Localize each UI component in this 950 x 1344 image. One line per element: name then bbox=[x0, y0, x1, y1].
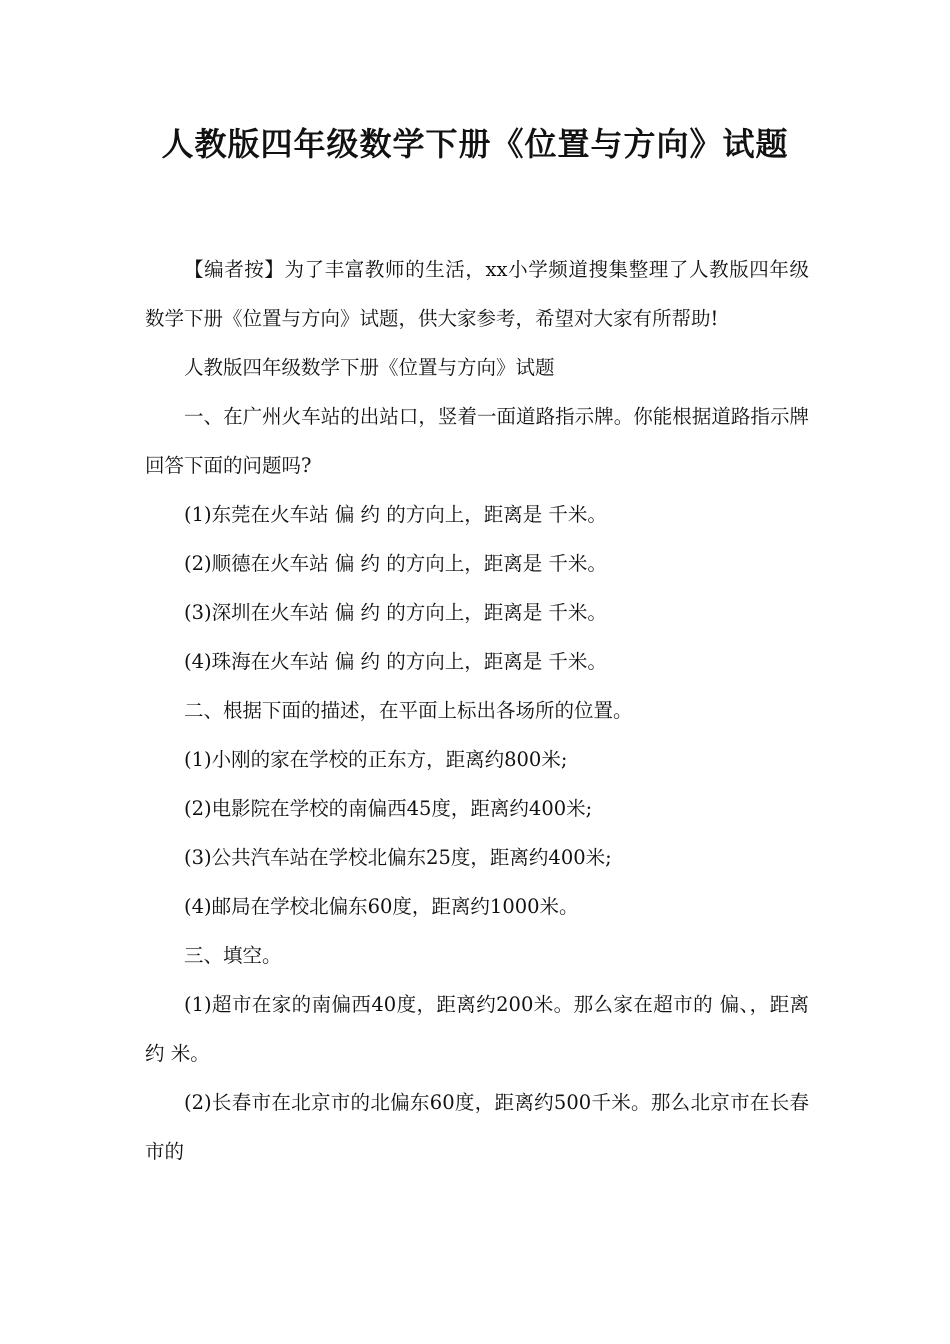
subtitle-paragraph: 人教版四年级数学下册《位置与方向》试题 bbox=[184, 356, 555, 379]
editor-note-paragraph: 【编者按】为了丰富教师的生活，xx小学频道搜集整理了人教版四年级数学下册《位置与方向》试题，供大家参考，希望对大家有所帮助! bbox=[145, 258, 809, 330]
section-3-heading: 三、填空。 bbox=[184, 944, 282, 967]
question-2-2: (2)电影院在学校的南偏西45度，距离约400米; bbox=[184, 797, 593, 820]
question-2-4: (4)邮局在学校北偏东60度，距离约1000米。 bbox=[184, 895, 579, 918]
document-body bbox=[145, 245, 809, 1176]
question-2-3: (3)公共汽车站在学校北偏东25度，距离约400米; bbox=[184, 846, 612, 869]
question-1-1: (1)东莞在火车站 偏 约 的方向上，距离是 千米。 bbox=[184, 503, 607, 526]
document-title: 人教版四年级数学下册《位置与方向》试题 bbox=[161, 125, 789, 163]
section-1-heading: 一、在广州火车站的出站口，竖着一面道路指示牌。你能根据道路指示牌回答下面的问题吗? bbox=[145, 405, 809, 477]
question-1-3: (3)深圳在火车站 偏 约 的方向上，距离是 千米。 bbox=[184, 601, 607, 624]
question-3-1: (1)超市在家的南偏西40度，距离约200米。那么家在超市的 偏、，距离约 米。 bbox=[145, 993, 809, 1065]
question-1-4: (4)珠海在火车站 偏 约 的方向上，距离是 千米。 bbox=[184, 650, 607, 673]
question-3-2: (2)长春市在北京市的北偏东60度，距离约500千米。那么北京市在长春市的 bbox=[145, 1091, 809, 1163]
section-2-heading: 二、根据下面的描述，在平面上标出各场所的位置。 bbox=[184, 699, 633, 722]
question-1-2: (2)顺德在火车站 偏 约 的方向上，距离是 千米。 bbox=[184, 552, 607, 575]
question-2-1: (1)小刚的家在学校的正东方，距离约800米; bbox=[184, 748, 568, 771]
